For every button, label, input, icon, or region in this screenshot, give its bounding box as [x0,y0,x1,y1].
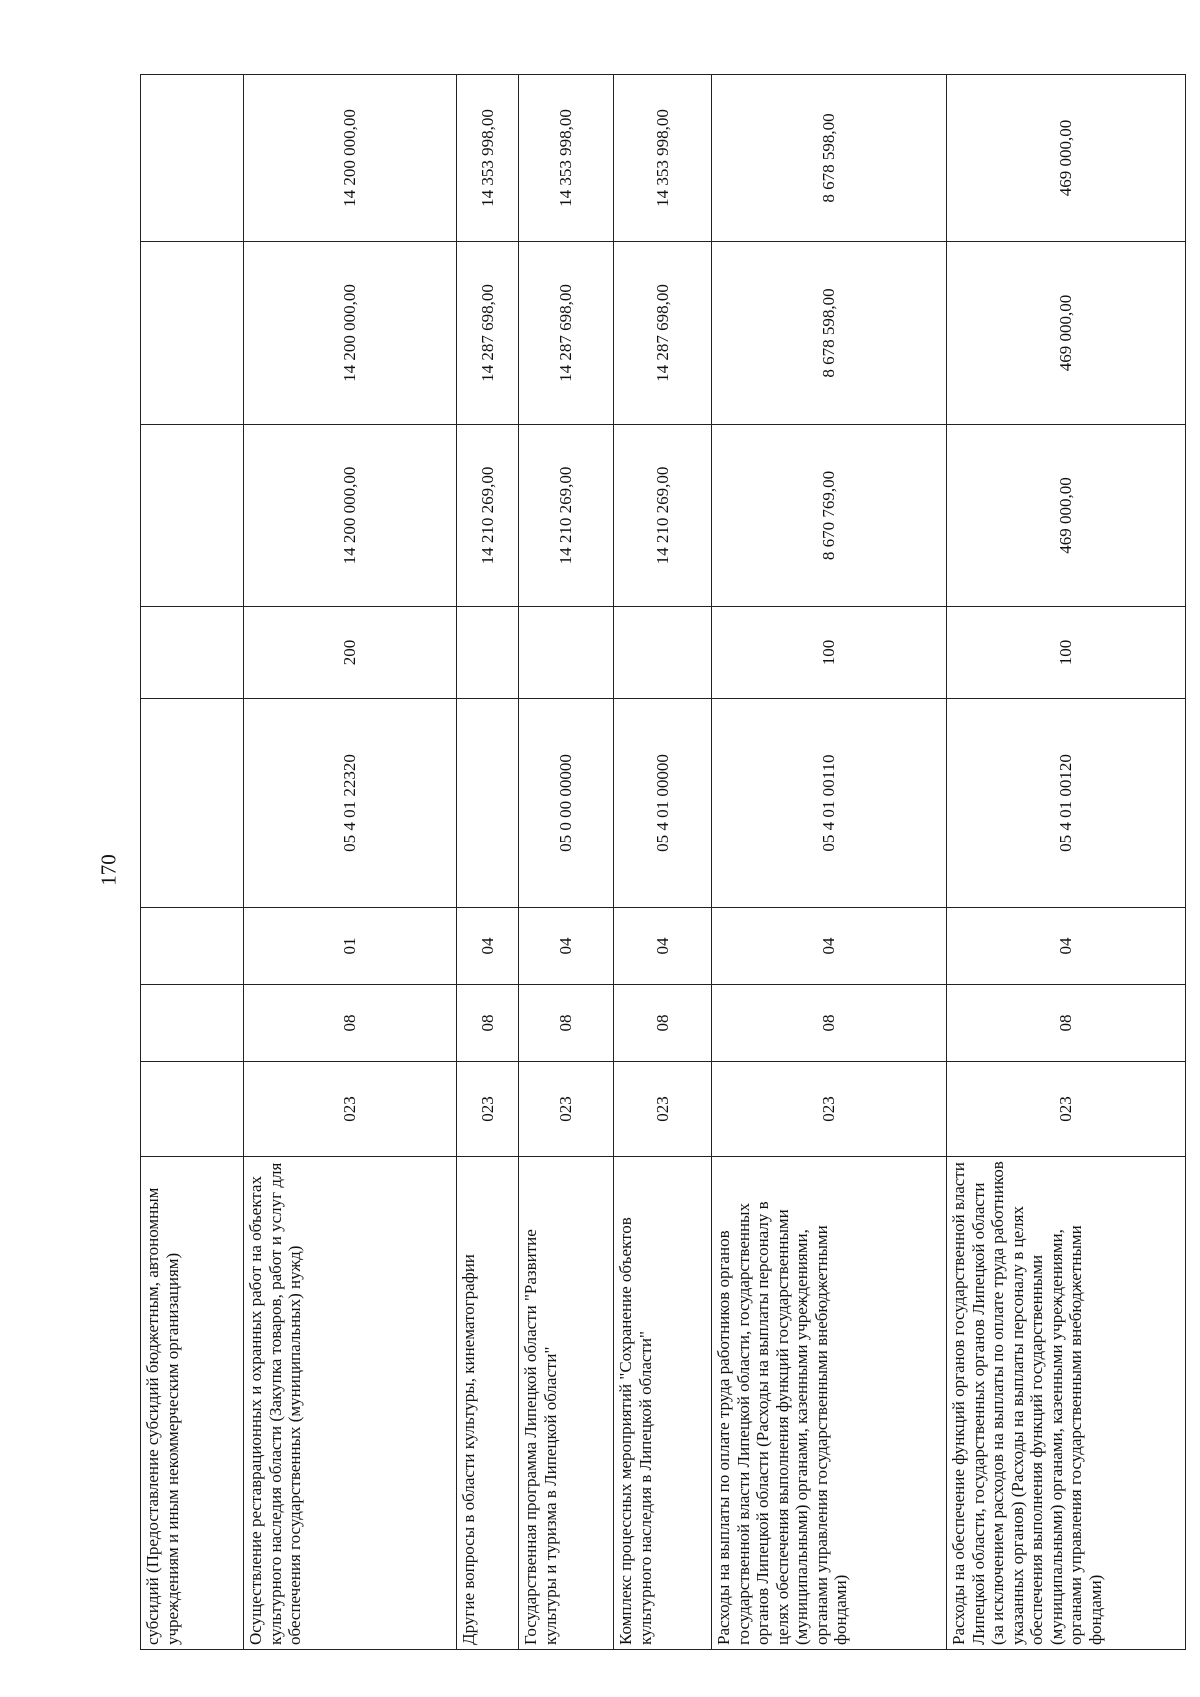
cell-ministry-code [141,1062,244,1157]
cell-sum-year-3: 8 678 598,00 [712,75,947,242]
cell-sum-year-1: 469 000,00 [947,425,1186,607]
cell-target-article: 05 4 01 22320 [244,699,457,908]
cell-sum-year-2: 469 000,00 [947,242,1186,425]
cell-expense-type [614,607,712,699]
cell-ministry-code: 023 [244,1062,457,1157]
cell-sum-year-1: 14 210 269,00 [457,425,519,607]
cell-subsection: 04 [947,908,1186,985]
cell-description: Комплекс процессных мероприятий "Сохранение объектов культурного наследия в Липецкой области" [614,1157,712,1650]
cell-description: Расходы на обеспечение функций органов государственной власти Липецкой области, государственных органов Липецкой области (за исключением расходов на выплаты по оплате труда работников указанных органов) (Расходы на выплаты персоналу в целях обеспечения выполнения функций государственными (муниципальными) органами, казенными учреждениями, органами управления государственными внебюджетными фондами) [947,1157,1186,1650]
cell-sum-year-1: 8 670 769,00 [712,425,947,607]
cell-subsection: 04 [457,908,519,985]
cell-target-article: 05 0 00 00000 [519,699,614,908]
table-row [947,75,1186,1650]
cell-expense-type: 200 [244,607,457,699]
cell-section: 08 [244,985,457,1062]
cell-sum-year-3: 14 353 998,00 [457,75,519,242]
cell-description: Государственная программа Липецкой области "Развитие культуры и туризма в Липецкой области" [519,1157,614,1650]
table-row [141,75,244,1650]
cell-target-article [457,699,519,908]
cell-sum-year-1: 14 210 269,00 [519,425,614,607]
cell-ministry-code: 023 [457,1062,519,1157]
cell-description: Осуществление реставрационных и охранных работ на объектах культурного наследия области (Закупка товаров, работ и услуг для обеспечения государственных (муниципальных) нужд) [244,1157,457,1650]
cell-sum-year-2: 14 287 698,00 [519,242,614,425]
cell-description: Другие вопросы в области культуры, кинематографии [457,1157,519,1650]
budget-table-rotated [140,75,1105,1650]
cell-expense-type [457,607,519,699]
cell-ministry-code: 023 [712,1062,947,1157]
cell-description: Расходы на выплаты по оплате труда работников органов государственной власти Липецкой области, государственных органов Липецкой области (Расходы на выплаты персоналу в целях обеспечения выполнения функций государственными (муниципальными) органами, казенными учреждениями, органами управления государственными внебюджетными фондами) [712,1157,947,1650]
cell-ministry-code: 023 [947,1062,1186,1157]
cell-sum-year-1: 14 210 269,00 [614,425,712,607]
cell-sum-year-2: 14 287 698,00 [614,242,712,425]
cell-subsection: 04 [519,908,614,985]
cell-sum-year-2: 14 287 698,00 [457,242,519,425]
cell-subsection [141,908,244,985]
cell-section: 08 [614,985,712,1062]
page-number: 170 [96,854,121,886]
cell-sum-year-3: 14 353 998,00 [519,75,614,242]
table-row [614,75,712,1650]
cell-target-article: 05 4 01 00120 [947,699,1186,908]
budget-table [140,74,1186,1650]
cell-sum-year-3: 469 000,00 [947,75,1186,242]
cell-section [141,985,244,1062]
cell-expense-type [141,607,244,699]
cell-expense-type: 100 [712,607,947,699]
budget-table-container [140,75,1105,1650]
table-row [712,75,947,1650]
cell-sum-year-1: 14 200 000,00 [244,425,457,607]
cell-target-article [141,699,244,908]
cell-sum-year-3 [141,75,244,242]
table-row [457,75,519,1650]
cell-expense-type [519,607,614,699]
table-body [141,75,1186,1650]
cell-subsection: 01 [244,908,457,985]
table-row [244,75,457,1650]
cell-sum-year-3: 14 200 000,00 [244,75,457,242]
cell-ministry-code: 023 [614,1062,712,1157]
cell-subsection: 04 [614,908,712,985]
cell-section: 08 [519,985,614,1062]
cell-sum-year-2: 8 678 598,00 [712,242,947,425]
cell-expense-type: 100 [947,607,1186,699]
cell-ministry-code: 023 [519,1062,614,1157]
cell-sum-year-2 [141,242,244,425]
cell-section: 08 [457,985,519,1062]
cell-subsection: 04 [712,908,947,985]
cell-target-article: 05 4 01 00000 [614,699,712,908]
cell-sum-year-3: 14 353 998,00 [614,75,712,242]
cell-target-article: 05 4 01 00110 [712,699,947,908]
cell-sum-year-2: 14 200 000,00 [244,242,457,425]
cell-description: субсидий (Предоставление субсидий бюджетным, автономным учреждениям и иным некоммерческим организациям) [141,1157,244,1650]
table-row [519,75,614,1650]
cell-sum-year-1 [141,425,244,607]
cell-section: 08 [712,985,947,1062]
cell-section: 08 [947,985,1186,1062]
